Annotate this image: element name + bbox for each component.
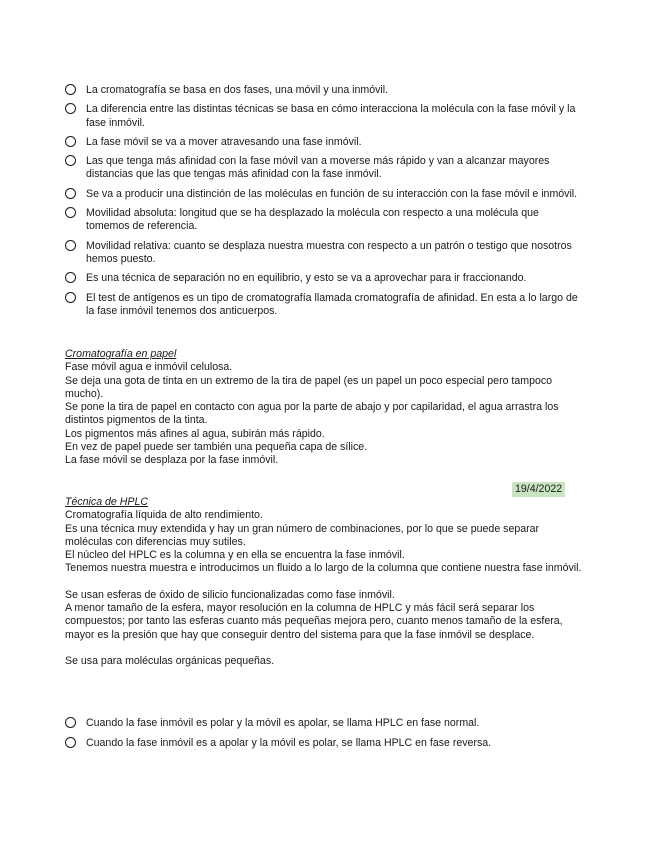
paragraph-line: Se pone la tira de papel en contacto con agua por la parte de abajo y por capilaridad, el agua arrastra los distintos pigmentos de la tinta. [65, 401, 559, 427]
checklist-item [65, 737, 585, 750]
checklist-item-text: Cuando la fase inmóvil es a apolar y la móvil es polar, se llama HPLC en fase reversa. [86, 737, 492, 750]
checkbox-circle-icon[interactable] [65, 737, 76, 748]
checklist-item [65, 84, 585, 97]
checklist-item-text: Es una técnica de separación no en equilibrio, y esto se va a aprovechar para ir fraccionando. [86, 272, 527, 285]
checklist-item [65, 136, 585, 149]
paragraph-line: Fase móvil agua e inmóvil celulosa. [65, 361, 233, 374]
paragraph-line: Cromatografía líquida de alto rendimiento. [65, 509, 263, 522]
checklist-item-text: Movilidad relativa: cuanto se desplaza nuestra muestra con respecto a un patrón o testigo que nosotros hemos puesto. [86, 239, 572, 265]
checkbox-circle-icon[interactable] [65, 84, 76, 95]
checklist-item-text: La diferencia entre las distintas técnicas se basa en cómo interacciona la molécula con la fase móvil y la fase inmóvil. [86, 103, 576, 129]
paragraph-line: Tenemos nuestra muestra e introducimos un fluido a lo largo de la columna que contiene nuestra fase inmóvil. [65, 562, 582, 575]
checklist-top [65, 84, 585, 324]
checklist-item-text: El test de antígenos es un tipo de cromatografía llamada cromatografía de afinidad. En esta a lo largo de la fase inmóvil tenemos dos anticuerpos. [86, 291, 578, 317]
checklist-item-text: La fase móvil se va a mover atravesando una fase inmóvil. [86, 135, 362, 148]
checklist-item [65, 717, 585, 730]
paragraph-line: En vez de papel puede ser también una pequeña capa de sílice. [65, 441, 368, 454]
checklist-item-text: Movilidad absoluta: longitud que se ha desplazado la molécula con respecto a una molécula que tomemos de referencia. [86, 207, 539, 233]
hplc-section [65, 496, 585, 668]
checklist-item [65, 103, 585, 130]
paragraph-gap [65, 576, 585, 589]
checkbox-circle-icon[interactable] [65, 188, 76, 199]
checkbox-circle-icon[interactable] [65, 155, 76, 166]
checkbox-circle-icon[interactable] [65, 717, 76, 728]
section-title: Técnica de HPLC [65, 496, 149, 508]
checkbox-circle-icon[interactable] [65, 136, 76, 147]
paragraph-line: El núcleo del HPLC es la columna y en ella se encuentra la fase inmóvil. [65, 549, 405, 562]
paragraph-line: Se usan esferas de óxido de silicio funcionalizadas como fase inmóvil. [65, 588, 395, 601]
checkbox-circle-icon[interactable] [65, 103, 76, 114]
paragraph-gap [65, 642, 585, 655]
checklist-bottom [65, 717, 585, 758]
checklist-item [65, 240, 585, 267]
checklist-item [65, 188, 585, 201]
checklist-item-text: Se va a producir una distinción de las moléculas en función de su interacción con la fase móvil e inmóvil. [86, 187, 578, 200]
checkbox-circle-icon[interactable] [65, 240, 76, 251]
checklist-item [65, 207, 585, 234]
checklist-item-text: Las que tenga más afinidad con la fase móvil van a moverse más rápido y van a alcanzar mayores distancias que las que tengas más afinidad con la fase inmóvil. [86, 155, 550, 181]
checklist-item [65, 155, 585, 182]
section-title: Cromatografía en papel [65, 348, 177, 360]
paragraph-line: La fase móvil se desplaza por la fase inmóvil. [65, 454, 279, 467]
checklist-item [65, 292, 585, 319]
paragraph-line: Se usa para moléculas orgánicas pequeñas. [65, 654, 275, 667]
paper-chromatography-section [65, 348, 585, 468]
paragraph-line: Se deja una gota de tinta en un extremo de la tira de papel (es un papel un poco especial pero tampoco mucho). [65, 374, 553, 400]
checklist-item [65, 272, 585, 285]
paragraph-line: A menor tamaño de la esfera, mayor resolución en la columna de HPLC y más fácil será separar los compuestos; por tanto las esferas cuanto más pequeñas mejora pero, cuanto menos tamaño de la esfera, mayor es la presión que hay que conseguir dentro del sistema para que la fase inmóvil se desplace. [65, 602, 563, 641]
checkbox-circle-icon[interactable] [65, 207, 76, 218]
paragraph-line: Es una técnica muy extendida y hay un gran número de combinaciones, por lo que se puede separar moléculas con diferencias muy sutiles. [65, 522, 540, 548]
date-tag: 19/4/2022 [512, 482, 565, 497]
checkbox-circle-icon[interactable] [65, 272, 76, 283]
paragraph-line: Los pigmentos más afines al agua, subirán más rápido. [65, 427, 325, 440]
checklist-item-text: Cuando la fase inmóvil es polar y la móvil es apolar, se llama HPLC en fase normal. [86, 717, 480, 729]
checkbox-circle-icon[interactable] [65, 292, 76, 303]
checklist-item-text: La cromatografía se basa en dos fases, una móvil y una inmóvil. [86, 84, 389, 96]
